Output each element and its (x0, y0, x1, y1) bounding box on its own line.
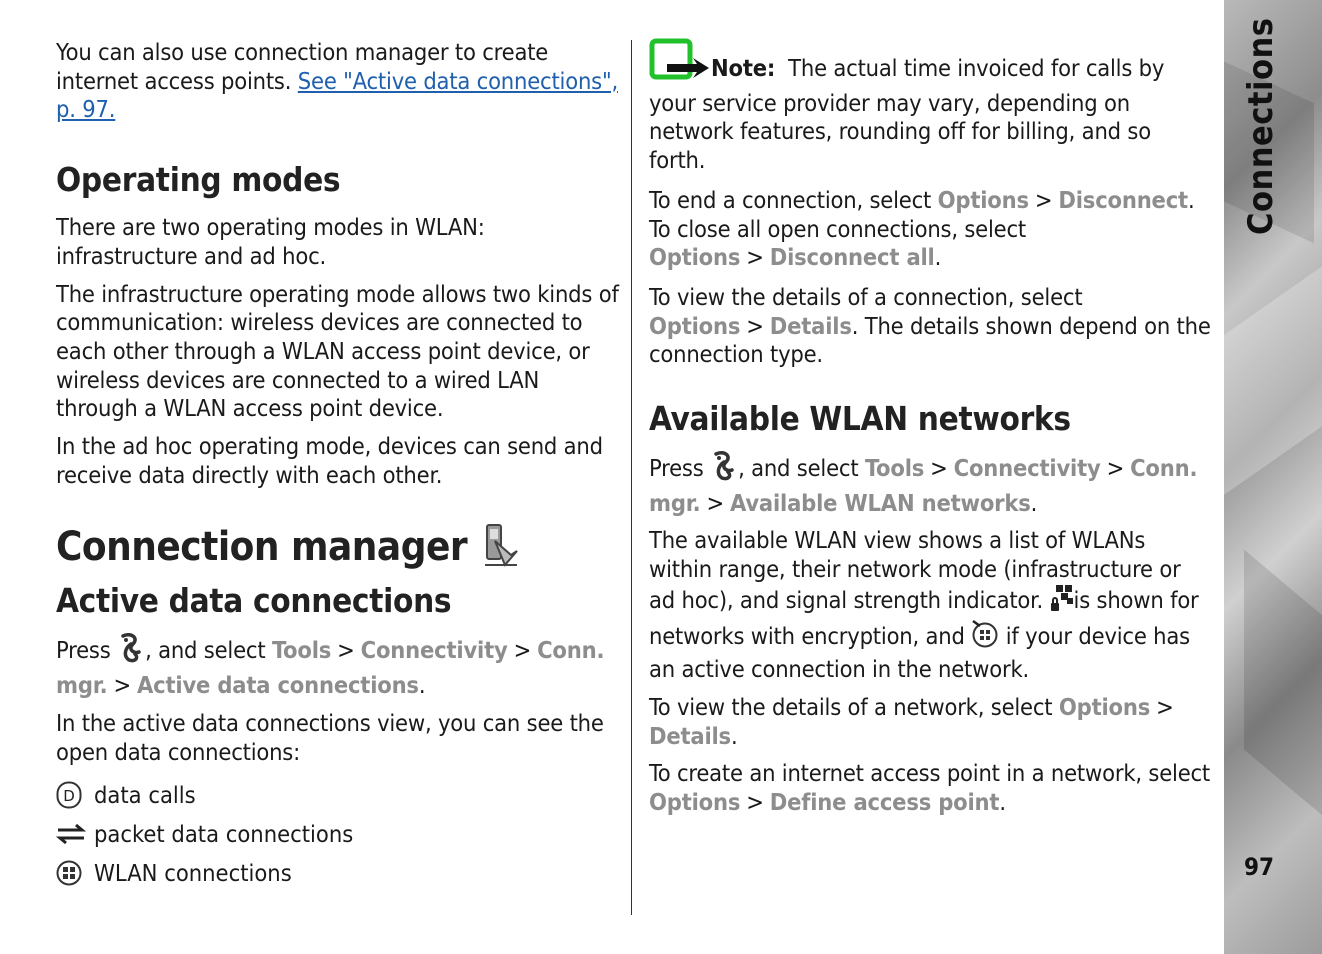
note-icon (649, 38, 711, 89)
list-item: D data calls (56, 775, 621, 814)
wlan-icon (56, 860, 94, 886)
left-column (56, 38, 621, 892)
operating-modes-p2: The infrastructure operating mode allows two kinds of communication: wireless devices are connected to each other through a WLAN access point device, or wireless devices are connected to a wired LAN through a WLAN access point device. (56, 279, 619, 423)
menu-key-icon (117, 632, 145, 671)
packet-data-icon (56, 822, 94, 846)
connection-manager-heading: Connection manager (56, 524, 468, 571)
active-wlan-icon (971, 619, 999, 656)
wlan-press-paragraph: Press , and select Tools > Connectivity > Conn. mgr. > Available WLAN networks. (649, 450, 1211, 517)
wlan-view-paragraph: The available WLAN view shows a list of WLANs within range, their network mode (infrastructure or ad hoc), and signal strength indicator. is shown for networks with encryption, and if your device has an active connection in the network. (649, 526, 1199, 684)
right-column (649, 38, 1211, 826)
active-data-connections-link[interactable]: See "Active data connections", p. 97. (56, 66, 618, 124)
available-wlan-heading: Available WLAN networks (649, 399, 1071, 439)
page-number: 97 (1244, 853, 1275, 881)
end-connection-paragraph: To end a connection, select Options > Disconnect. To close all open connections, select Options > Disconnect all. (649, 185, 1195, 272)
operating-modes-p1: There are two operating modes in WLAN: infrastructure and ad hoc. (56, 213, 485, 270)
svg-text:D: D (63, 786, 75, 805)
active-data-view-paragraph: In the active data connections view, you can see the open data connections: (56, 708, 604, 766)
encrypted-wlan-icon (1050, 584, 1074, 619)
active-data-connections-heading: Active data connections (56, 581, 452, 621)
view-network-details-paragraph: To view the details of a network, select Options > Details. (649, 692, 1174, 750)
active-data-press-paragraph: Press , and select Tools > Connectivity > Conn. mgr. > Active data connections. (56, 632, 621, 699)
section-tab-title: Connections (1241, 17, 1281, 235)
view-connection-details-paragraph: To view the details of a connection, select Options > Details. The details shown depend on the connection type. (649, 282, 1211, 369)
menu-key-icon (710, 450, 738, 489)
data-call-icon (56, 781, 94, 809)
connection-manager-title-row (56, 517, 621, 577)
operating-modes-p3: In the ad hoc operating mode, devices can send and receive data directly with each other. (56, 432, 603, 489)
note-paragraph: Note: The actual time invoiced for calls by your service provider may vary, depending on network features, rounding off for billing, and so forth. (649, 38, 1211, 175)
create-access-point-paragraph: To create an internet access point in a network, select Options > Define access point. (649, 759, 1211, 817)
operating-modes-heading: Operating modes (56, 160, 341, 200)
column-divider (631, 40, 632, 915)
list-item: packet data connections (56, 814, 621, 853)
intro-paragraph: You can also use connection manager to create internet access points. See "Active data connections", p. 97. (56, 38, 618, 124)
connection-manager-icon (481, 521, 521, 573)
list-item: WLAN connections (56, 853, 621, 892)
